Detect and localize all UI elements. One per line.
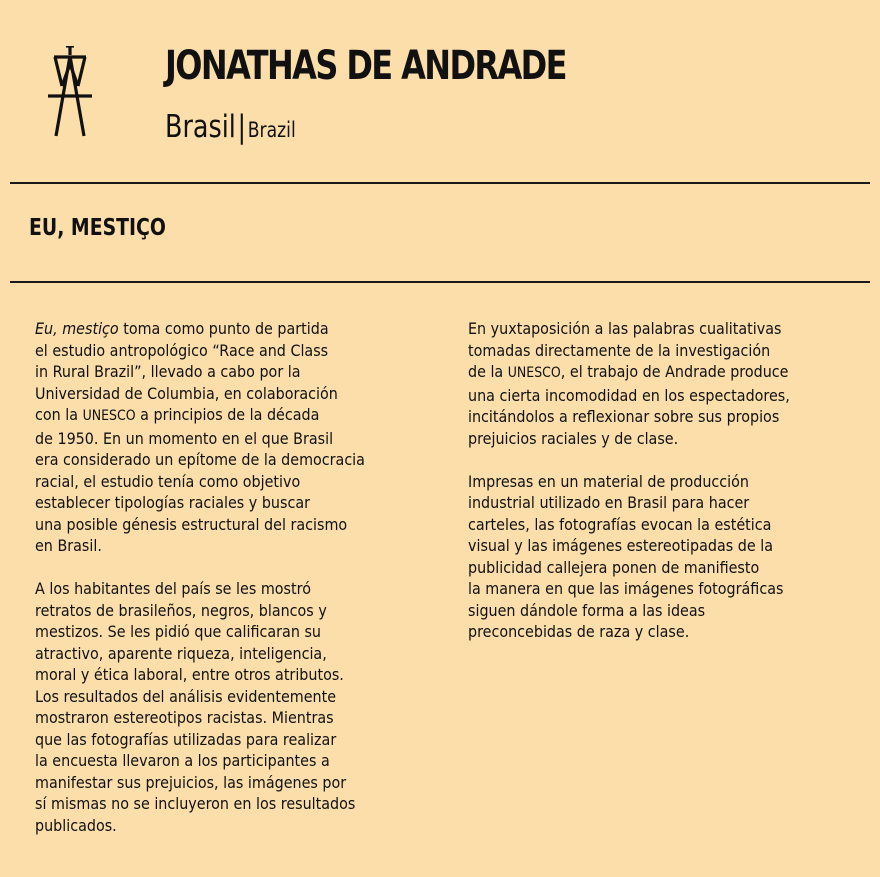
text-fragment: , el trabajo de Andrade produce <box>560 362 789 381</box>
country-english: Brazil <box>247 118 296 142</box>
text-line: tomadas directamente de la investigación <box>468 340 771 360</box>
right-paragraph-2 <box>468 471 828 643</box>
text-fragment: con la <box>35 405 83 424</box>
text-line: Impresas en un material de producción <box>468 471 749 491</box>
unesco-acronym: UNESCO <box>507 365 561 381</box>
text-line: mostraron estereotipos racistas. Mientras <box>35 708 334 727</box>
text-line: preconcebidas de raza y clase. <box>468 622 690 641</box>
text-fragment: de la <box>468 362 508 381</box>
text-line: manifestar sus prejuicios, las imágenes por <box>35 772 347 792</box>
text-line: la encuesta llevaron a los participantes a <box>35 751 330 770</box>
text-line: sí mismas no se incluyeron en los resultados <box>35 794 356 813</box>
work-title: EU, MESTIÇO <box>29 215 166 241</box>
work-title-italic: Eu, mestiço <box>35 319 119 338</box>
text-line: la manera en que las imágenes fotográficas <box>468 579 784 598</box>
text-line: carteles, las fotografías evocan la estética <box>468 514 772 534</box>
unesco-acronym: UNESCO <box>82 408 136 424</box>
text-line: Universidad de Columbia, en colaboración <box>35 383 338 403</box>
country-separator: | <box>237 109 247 145</box>
paragraph-gap <box>35 557 404 579</box>
text-line: A los habitantes del país se les mostró <box>35 579 311 598</box>
text-line: de 1950. En un momento en el que Brasil <box>35 428 334 448</box>
right-text-column <box>468 318 828 643</box>
left-text-column <box>35 318 404 836</box>
text-line: una posible génesis estructural del racismo <box>35 514 348 534</box>
text-line: industrial utilizado en Brasil para hacer <box>468 493 750 512</box>
text-line: atractivo, aparente riqueza, inteligencia, <box>35 643 327 663</box>
text-line: retratos de brasileños, negros, blancos y <box>35 600 327 620</box>
text-line: prejuicios raciales y de clase. <box>468 428 679 448</box>
text-line: in Rural Brazil”, llevado a cabo por la <box>35 362 301 381</box>
text-line: era considerado un epítome de la democracia <box>35 450 365 469</box>
text-line: incitándolos a reflexionar sobre sus propios <box>468 407 780 426</box>
text-line <box>468 361 790 385</box>
paragraph-gap <box>468 449 828 471</box>
text-fragment: toma como punto de partida <box>118 319 329 338</box>
text-line: en Brasil. <box>35 536 102 555</box>
text-line: visual y las imágenes estereotipadas de la <box>468 536 773 555</box>
artist-monogram-logo <box>46 46 94 138</box>
text-line: una cierta incomodidad en los espectadores, <box>468 385 790 405</box>
country-spanish: Brasil <box>165 109 236 145</box>
left-paragraph-2 <box>35 578 404 836</box>
right-paragraph-1 <box>468 318 828 449</box>
artist-name: JONATHAS DE ANDRADE <box>165 43 566 89</box>
text-line: publicados. <box>35 815 117 835</box>
text-line: publicidad callejera ponen de manifiesto <box>468 557 760 577</box>
top-divider <box>10 182 870 184</box>
text-line: el estudio antropológico “Race and Class <box>35 340 329 360</box>
text-line: que las fotografías utilizadas para realizar <box>35 729 337 749</box>
left-paragraph-1 <box>35 318 404 557</box>
text-line: siguen dándole forma a las ideas <box>468 600 706 620</box>
text-line: establecer tipologías raciales y buscar <box>35 493 310 512</box>
text-line: racial, el estudio tenía como objetivo <box>35 471 301 491</box>
text-fragment: a principios de la década <box>135 405 320 424</box>
text-line: Los resultados del análisis evidentemente <box>35 686 337 706</box>
country-line <box>165 109 296 145</box>
text-line: En yuxtaposición a las palabras cualitativas <box>468 319 782 338</box>
text-line: moral y ética laboral, entre otros atributos. <box>35 665 344 684</box>
bottom-divider <box>10 281 870 283</box>
text-line <box>35 404 365 428</box>
text-line: mestizos. Se les pidió que calificaran su <box>35 622 321 641</box>
text-line <box>35 318 365 340</box>
